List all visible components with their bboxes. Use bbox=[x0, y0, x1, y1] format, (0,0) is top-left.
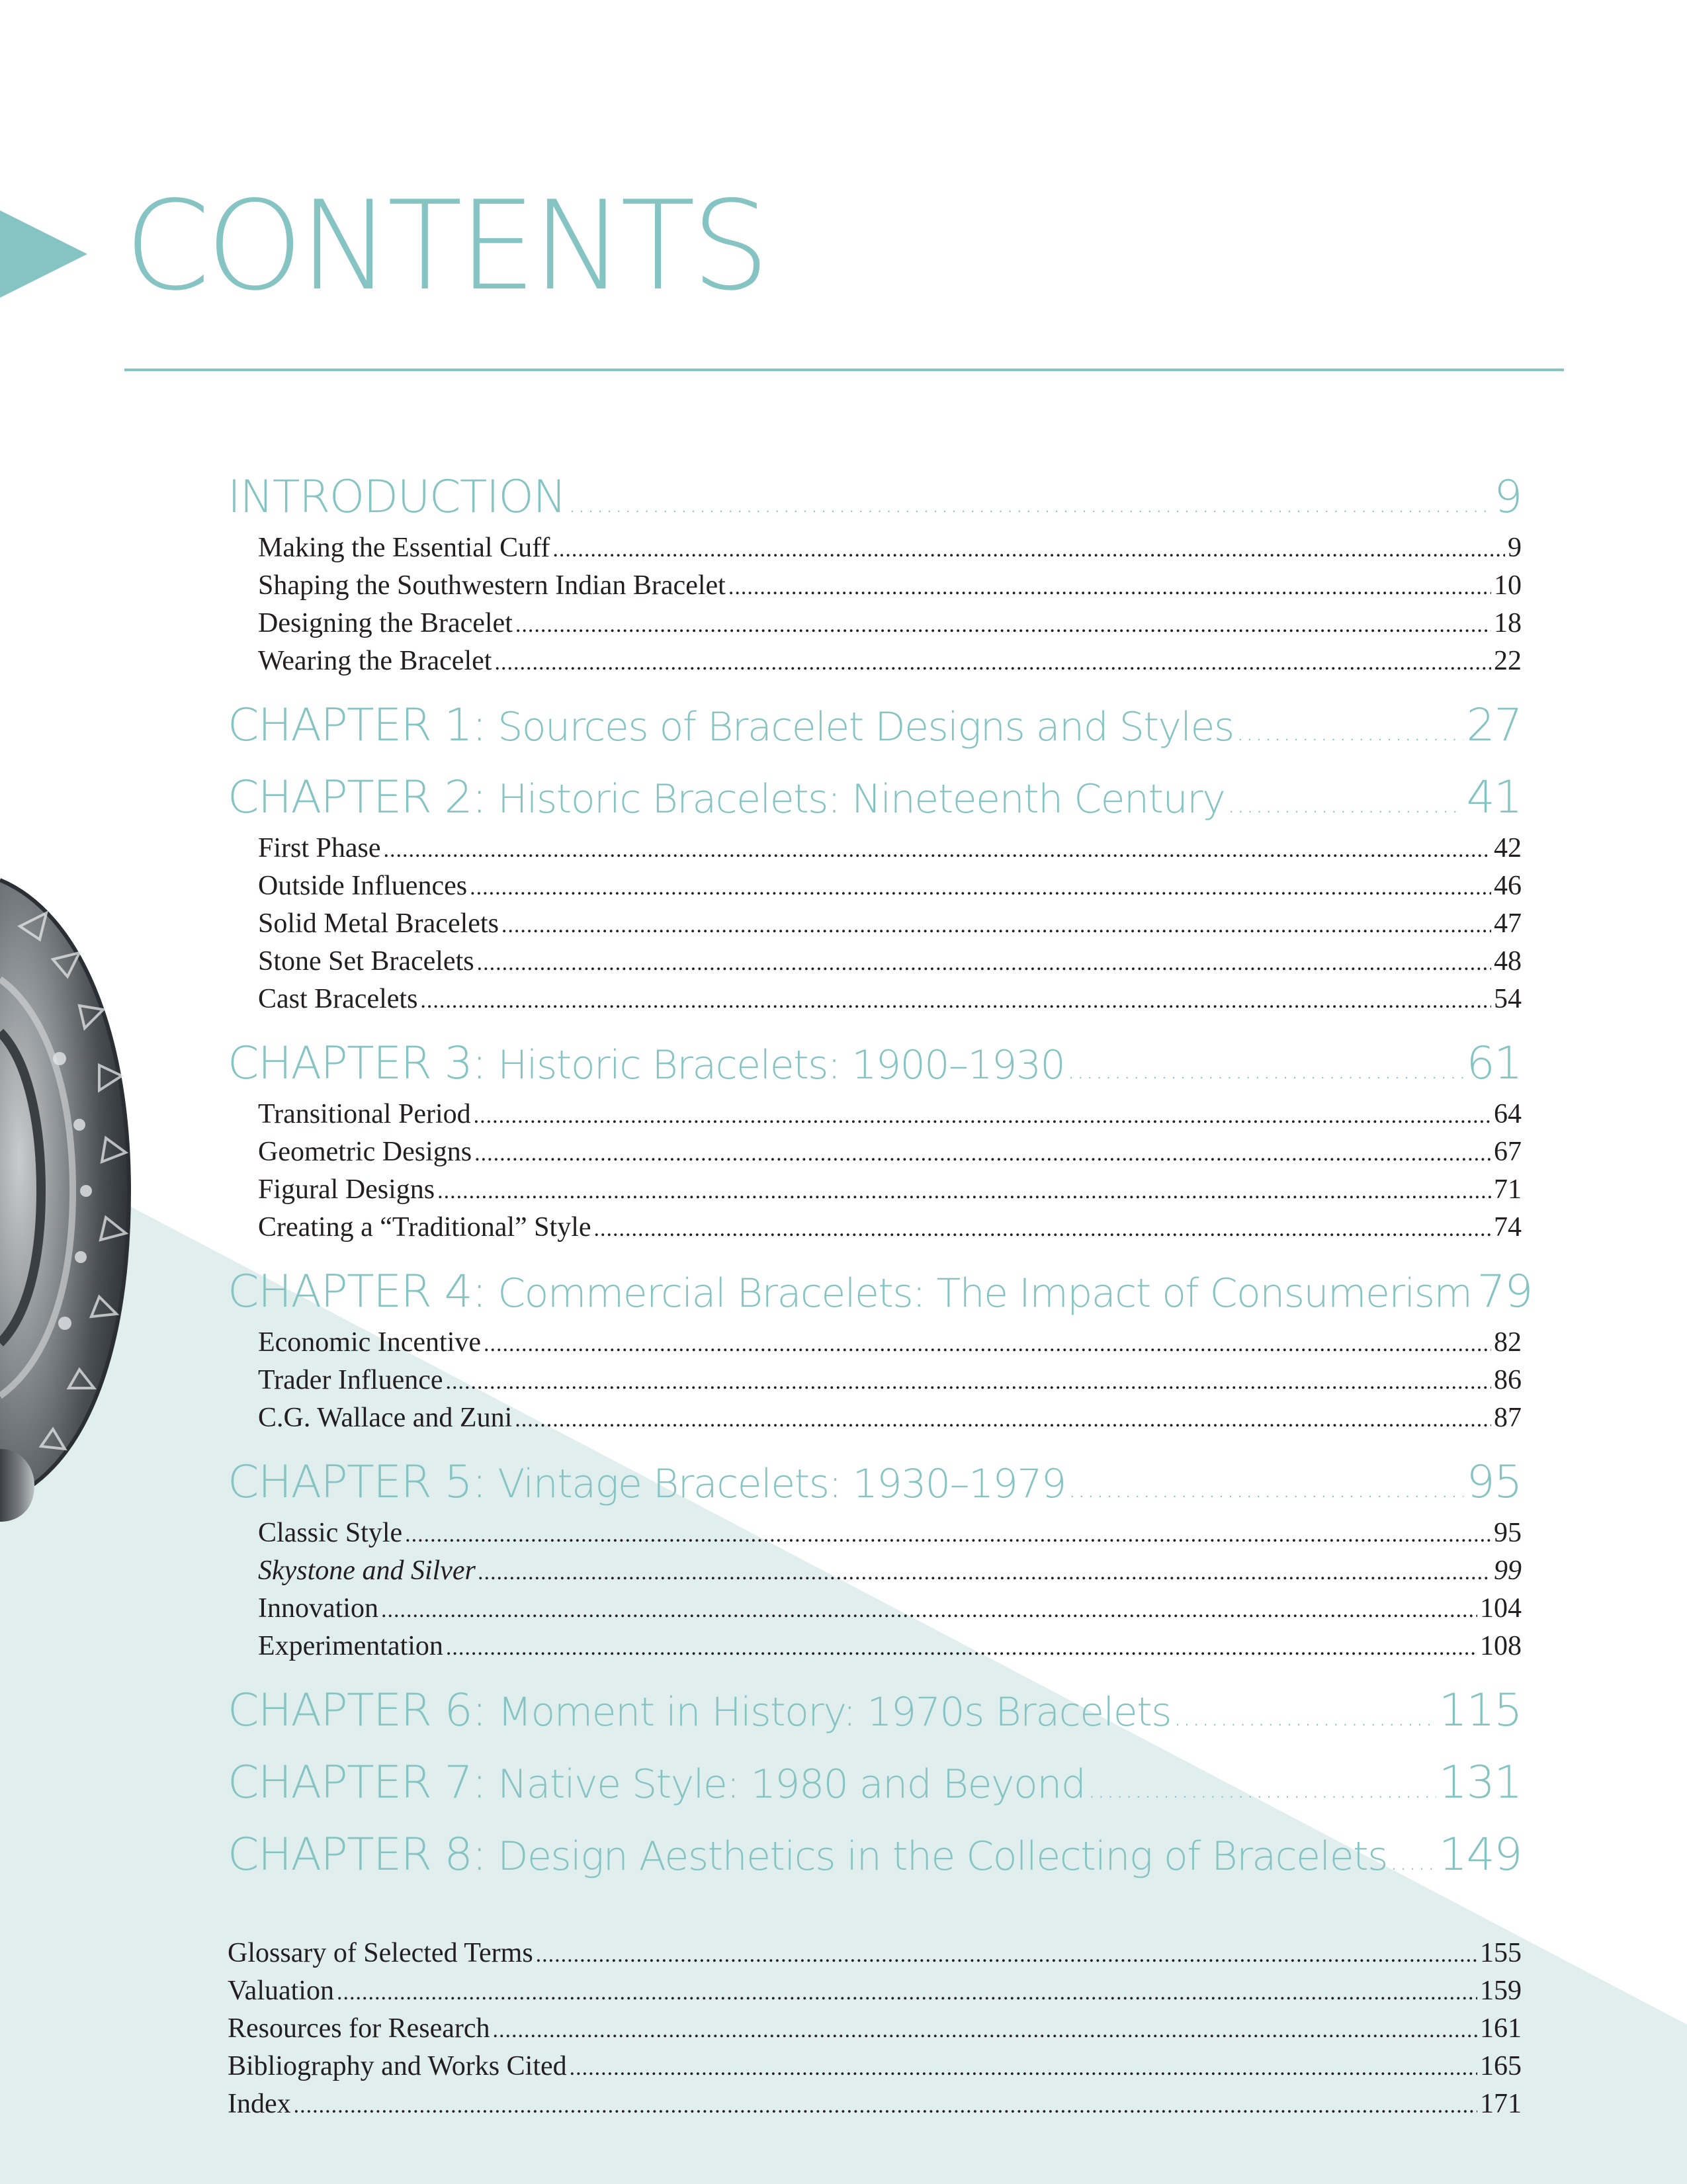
dot-leader bbox=[1390, 1835, 1436, 1888]
toc-chapter-5[interactable] bbox=[228, 1456, 1522, 1515]
dot-leader bbox=[1174, 1690, 1436, 1743]
dot-leader bbox=[1227, 777, 1463, 830]
dot-leader bbox=[478, 1555, 1491, 1591]
dot-leader bbox=[446, 1364, 1491, 1400]
toc-entry[interactable] bbox=[228, 830, 1522, 868]
dot-leader bbox=[420, 983, 1491, 1019]
entry-title: Index bbox=[228, 2089, 291, 2119]
chapter-page: 27 bbox=[1466, 699, 1522, 752]
entry-page: 171 bbox=[1480, 2089, 1522, 2119]
dot-leader bbox=[437, 1174, 1491, 1209]
toc-chapter-4[interactable] bbox=[228, 1266, 1532, 1325]
dot-leader bbox=[570, 2050, 1477, 2086]
entry-title: Shaping the Southwestern Indian Bracelet bbox=[258, 570, 726, 601]
toc-chapter-2[interactable] bbox=[228, 771, 1522, 830]
dot-leader bbox=[477, 945, 1491, 981]
chapter-title: Design Aesthetics in the Collecting of Bracelets bbox=[486, 1833, 1387, 1880]
toc-entry[interactable] bbox=[228, 530, 1522, 568]
chapter-lead: CHAPTER 2: bbox=[228, 771, 486, 824]
entry-title: Stone Set Bracelets bbox=[258, 946, 474, 977]
chapter-title: Sources of Bracelet Designs and Styles bbox=[486, 704, 1234, 750]
chapter-page: 131 bbox=[1438, 1757, 1522, 1809]
entry-page: 42 bbox=[1494, 833, 1522, 863]
chapter-page: 79 bbox=[1477, 1266, 1532, 1318]
toc-chapter-7[interactable] bbox=[228, 1757, 1522, 1815]
entry-page: 104 bbox=[1480, 1593, 1522, 1624]
entry-title: Designing the Bracelet bbox=[258, 608, 513, 638]
entry-page: 99 bbox=[1494, 1555, 1522, 1586]
toc-back-matter-entry[interactable] bbox=[228, 1973, 1522, 2011]
entry-page: 161 bbox=[1480, 2013, 1522, 2044]
entry-page: 74 bbox=[1494, 1212, 1522, 1243]
dot-leader bbox=[1068, 1462, 1464, 1515]
toc-chapter-1[interactable] bbox=[228, 699, 1522, 758]
chapter-page: 41 bbox=[1466, 771, 1522, 824]
dot-leader bbox=[446, 1630, 1477, 1666]
entry-title: Classic Style bbox=[258, 1518, 403, 1548]
entry-page: 155 bbox=[1480, 1938, 1522, 1968]
entry-title: Creating a “Traditional” Style bbox=[258, 1212, 591, 1243]
chapter-lead: INTRODUCTION bbox=[228, 471, 566, 523]
entry-title: Transitional Period bbox=[258, 1099, 471, 1129]
dot-leader bbox=[568, 477, 1491, 530]
chapter-lead: CHAPTER 3: bbox=[228, 1037, 486, 1090]
chapter-lead: CHAPTER 7: bbox=[228, 1757, 486, 1809]
entry-title: Innovation bbox=[258, 1593, 378, 1624]
toc-entry[interactable] bbox=[228, 1400, 1522, 1438]
entry-page: 86 bbox=[1494, 1365, 1522, 1395]
dot-leader bbox=[337, 1975, 1477, 2011]
chapter-page: 9 bbox=[1494, 471, 1522, 523]
toc-entry[interactable] bbox=[228, 1515, 1522, 1553]
chapter-title: Historic Bracelets: Nineteenth Century bbox=[486, 776, 1225, 822]
chapter-lead: CHAPTER 1: bbox=[228, 699, 486, 752]
entry-title: Geometric Designs bbox=[258, 1137, 472, 1167]
entry-title: First Phase bbox=[258, 833, 381, 863]
chapter-title: Moment in History: 1970s Bracelets bbox=[486, 1689, 1171, 1735]
entry-title: Experimentation bbox=[258, 1631, 443, 1661]
toc-entry[interactable] bbox=[228, 1134, 1522, 1172]
chapter-page: 61 bbox=[1466, 1037, 1522, 1090]
dot-leader bbox=[405, 1517, 1491, 1553]
entry-page: 9 bbox=[1508, 533, 1522, 563]
toc-entry[interactable] bbox=[228, 1553, 1522, 1591]
toc-entry[interactable] bbox=[228, 1172, 1522, 1209]
entry-page: 108 bbox=[1480, 1631, 1522, 1661]
entry-page: 87 bbox=[1494, 1403, 1522, 1433]
chapter-lead: CHAPTER 8: bbox=[228, 1829, 486, 1881]
entry-title: Solid Metal Bracelets bbox=[258, 908, 499, 939]
dot-leader bbox=[294, 2088, 1477, 2124]
dot-leader bbox=[552, 532, 1505, 568]
entry-title: Outside Influences bbox=[258, 871, 468, 901]
entry-title: Figural Designs bbox=[258, 1174, 435, 1205]
entry-page: 82 bbox=[1494, 1327, 1522, 1358]
entry-title: Skystone and Silver bbox=[258, 1555, 476, 1586]
entry-page: 22 bbox=[1494, 646, 1522, 676]
toc-entry[interactable] bbox=[228, 1096, 1522, 1134]
toc-entry[interactable] bbox=[228, 1362, 1522, 1400]
toc-back-matter-entry[interactable] bbox=[228, 2086, 1522, 2124]
toc-entry[interactable] bbox=[228, 643, 1522, 681]
dot-leader bbox=[493, 2013, 1478, 2048]
toc-entry[interactable] bbox=[228, 605, 1522, 643]
entry-title: Valuation bbox=[228, 1976, 334, 2006]
toc-entry[interactable] bbox=[228, 906, 1522, 943]
toc-back-matter-entry[interactable] bbox=[228, 1935, 1522, 1973]
chapter-lead: CHAPTER 6: bbox=[228, 1684, 486, 1737]
dot-leader bbox=[1067, 1043, 1463, 1096]
dot-leader bbox=[1236, 705, 1464, 758]
toc-back-matter-entry[interactable] bbox=[228, 2048, 1522, 2086]
dot-leader bbox=[381, 1593, 1477, 1628]
chapter-lead: CHAPTER 4: bbox=[228, 1266, 486, 1318]
entry-title: Resources for Research bbox=[228, 2013, 490, 2044]
title-arrow-icon bbox=[0, 210, 87, 298]
toc-entry[interactable] bbox=[228, 943, 1522, 981]
dot-leader bbox=[494, 645, 1491, 681]
toc-entry[interactable] bbox=[228, 1209, 1522, 1247]
entry-page: 71 bbox=[1494, 1174, 1522, 1205]
dot-leader bbox=[515, 607, 1491, 643]
dot-leader bbox=[594, 1211, 1491, 1247]
entry-title: Trader Influence bbox=[258, 1365, 443, 1395]
entry-title: C.G. Wallace and Zuni bbox=[258, 1403, 513, 1433]
entry-page: 46 bbox=[1494, 871, 1522, 901]
dot-leader bbox=[728, 570, 1491, 605]
toc-entry[interactable] bbox=[228, 1325, 1522, 1362]
dot-leader bbox=[474, 1098, 1491, 1134]
entry-page: 18 bbox=[1494, 608, 1522, 638]
dot-leader bbox=[474, 1136, 1491, 1172]
entry-title: Making the Essential Cuff bbox=[258, 533, 550, 563]
entry-page: 67 bbox=[1494, 1137, 1522, 1167]
chapter-page: 115 bbox=[1438, 1684, 1522, 1737]
chapter-title: Vintage Bracelets: 1930–1979 bbox=[486, 1461, 1066, 1507]
dot-leader bbox=[384, 832, 1491, 868]
entry-title: Wearing the Bracelet bbox=[258, 646, 492, 676]
entry-page: 64 bbox=[1494, 1099, 1522, 1129]
toc-chapter-introduction[interactable] bbox=[228, 471, 1522, 530]
entry-title: Cast Bracelets bbox=[258, 984, 418, 1014]
entry-title: Glossary of Selected Terms bbox=[228, 1938, 533, 1968]
chapter-lead: CHAPTER 5: bbox=[228, 1456, 486, 1508]
dot-leader bbox=[484, 1327, 1491, 1362]
toc-entry[interactable] bbox=[228, 1628, 1522, 1666]
table-of-contents bbox=[228, 471, 1532, 2124]
toc-chapter-8[interactable] bbox=[228, 1829, 1522, 1888]
entry-title: Bibliography and Works Cited bbox=[228, 2051, 567, 2081]
chapter-title: Commercial Bracelets: The Impact of Consumerism bbox=[486, 1270, 1472, 1317]
entry-page: 165 bbox=[1480, 2051, 1522, 2081]
dot-leader bbox=[501, 908, 1491, 943]
dot-leader bbox=[1088, 1763, 1436, 1815]
entry-page: 95 bbox=[1494, 1518, 1522, 1548]
chapter-page: 95 bbox=[1466, 1456, 1522, 1508]
toc-entry[interactable] bbox=[228, 868, 1522, 906]
toc-entry[interactable] bbox=[228, 568, 1522, 605]
dot-leader bbox=[470, 870, 1491, 906]
page-title: CONTENTS bbox=[124, 174, 766, 318]
toc-back-matter-entry[interactable] bbox=[228, 2011, 1522, 2048]
entry-page: 47 bbox=[1494, 908, 1522, 939]
entry-page: 54 bbox=[1494, 984, 1522, 1014]
entry-page: 10 bbox=[1494, 570, 1522, 601]
chapter-title: Historic Bracelets: 1900–1930 bbox=[486, 1042, 1065, 1088]
entry-page: 48 bbox=[1494, 946, 1522, 977]
toc-entry[interactable] bbox=[228, 981, 1522, 1019]
dot-leader bbox=[515, 1402, 1491, 1438]
toc-entry[interactable] bbox=[228, 1591, 1522, 1628]
title-divider bbox=[124, 369, 1564, 371]
chapter-title: Native Style: 1980 and Beyond bbox=[486, 1761, 1086, 1808]
entry-title: Economic Incentive bbox=[258, 1327, 482, 1358]
dot-leader bbox=[536, 1937, 1477, 1973]
chapter-page: 149 bbox=[1438, 1829, 1522, 1881]
toc-chapter-3[interactable] bbox=[228, 1037, 1522, 1096]
entry-page: 159 bbox=[1480, 1976, 1522, 2006]
toc-chapter-6[interactable] bbox=[228, 1684, 1522, 1743]
